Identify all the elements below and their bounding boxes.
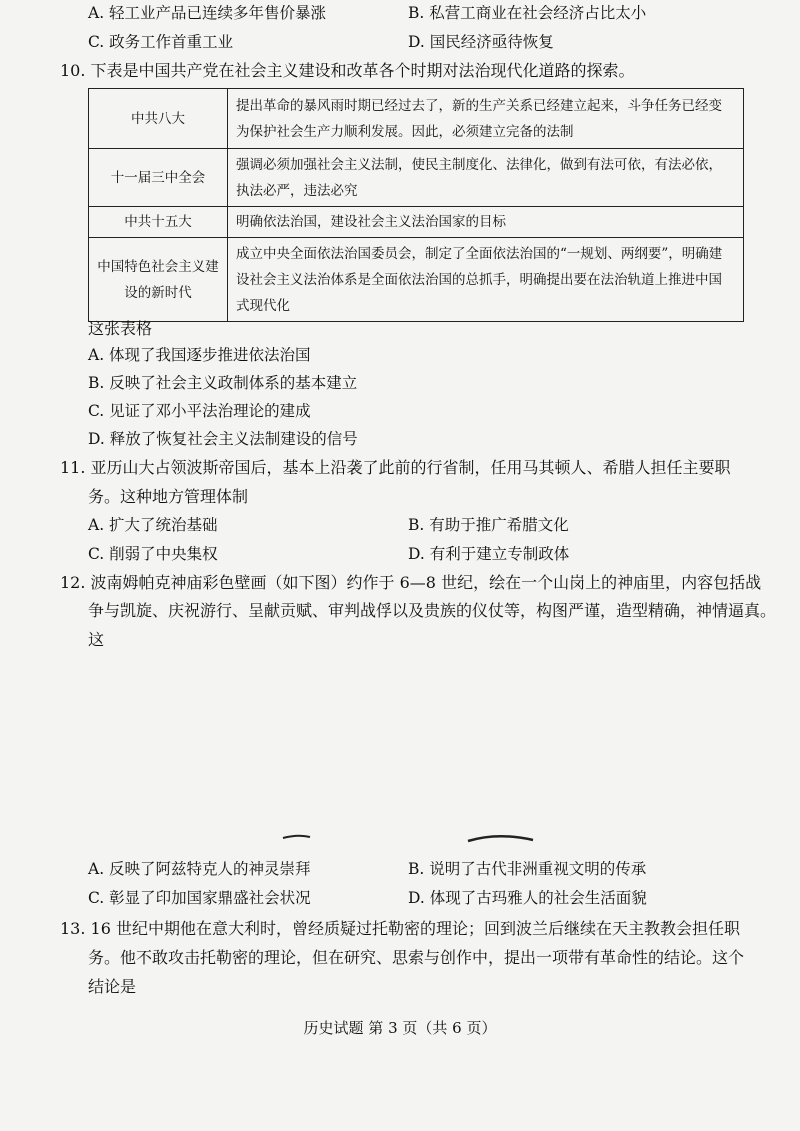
table-row [89, 89, 744, 149]
table-row [89, 149, 744, 207]
table-cell-period: 中国特色社会主义建设的新时代 [89, 238, 228, 322]
q12-option-d[interactable]: D. 体现了古玛雅人的社会生活面貌 [408, 889, 647, 907]
q11-option-a[interactable]: A. 扩大了统治基础 [88, 516, 218, 534]
page-footer: 历史试题 第 3 页（共 6 页） [303, 1019, 497, 1037]
table-cell-content: 提出革命的暴风雨时期已经过去了，新的生产关系已经建立起来，斗争任务已经变为保护社会生产力顺利发展。因此，必须建立完备的法制 [228, 89, 744, 149]
q12-stem-line-3: 这 [88, 630, 105, 649]
q10-option-c[interactable]: C. 见证了邓小平法治理论的建成 [88, 402, 311, 420]
q12-option-b[interactable]: B. 说明了古代非洲重视文明的传承 [408, 860, 647, 878]
q11-option-d[interactable]: D. 有利于建立专制政体 [408, 545, 570, 563]
q11-option-b[interactable]: B. 有助于推广希腊文化 [408, 516, 569, 534]
q10-option-b[interactable]: B. 反映了社会主义政制体系的基本建立 [88, 374, 358, 392]
q12-option-c[interactable]: C. 彰显了印加国家鼎盛社会状况 [88, 889, 311, 907]
q10-table [88, 88, 744, 322]
table-cell-period: 中共十五大 [89, 207, 228, 238]
q10-option-a[interactable]: A. 体现了我国逐步推进依法治国 [88, 346, 311, 364]
scan-marks [88, 660, 748, 850]
q9-option-a[interactable]: A. 轻工业产品已连续多年售价暴涨 [88, 4, 327, 22]
q13-stem-line-1: 13. 16 世纪中期他在意大利时，曾经质疑过托勒密的理论；回到波兰后继续在天主教教会担任职 [60, 919, 740, 938]
table-row [89, 207, 744, 238]
q10-option-d[interactable]: D. 释放了恢复社会主义法制建设的信号 [88, 430, 358, 448]
table-cell-content: 成立中央全面依法治国委员会，制定了全面依法治国的“一规划、两纲要”，明确建设社会主义法治体系是全面依法治国的总抓手，明确提出要在法治轨道上推进中国式现代化 [228, 238, 744, 322]
table-cell-period: 十一届三中全会 [89, 149, 228, 207]
q9-option-d[interactable]: D. 国民经济亟待恢复 [408, 33, 554, 51]
table-cell-content: 明确依法治国，建设社会主义法治国家的目标 [228, 207, 744, 238]
q13-stem-line-3: 结论是 [88, 977, 137, 996]
q12-stem-line-1: 12. 波南姆帕克神庙彩色壁画（如下图）约作于 6—8 世纪，绘在一个山岗上的神庙里，内容包括战 [60, 573, 762, 592]
table-row [89, 238, 744, 322]
table-cell-content: 强调必须加强社会主义法制，使民主制度化、法律化，做到有法可依，有法必依，执法必严，违法必究 [228, 149, 744, 207]
q13-stem-line-2: 务。他不敢攻击托勒密的理论，但在研究、思索与创作中，提出一项带有革命性的结论。这个 [88, 948, 745, 967]
q12-option-a[interactable]: A. 反映了阿兹特克人的神灵崇拜 [88, 860, 311, 878]
q11-option-c[interactable]: C. 削弱了中央集权 [88, 545, 218, 563]
q10-stem: 10. 下表是中国共产党在社会主义建设和改革各个时期对法治现代化道路的探索。 [60, 61, 635, 80]
q11-stem-line-1: 11. 亚历山大占领波斯帝国后，基本上沿袭了此前的行省制，任用马其顿人、希腊人担任主要职 [60, 458, 731, 477]
q9-option-c[interactable]: C. 政务工作首重工业 [88, 33, 234, 51]
q11-stem-line-2: 务。这种地方管理体制 [88, 487, 249, 506]
q10-tail: 这张表格 [88, 319, 153, 338]
table-cell-period: 中共八大 [89, 89, 228, 149]
q12-figure-area [88, 660, 748, 850]
q9-option-b[interactable]: B. 私营工商业在社会经济占比太小 [408, 4, 647, 22]
q12-stem-line-2: 争与凯旋、庆祝游行、呈献贡赋、审判战俘以及贵族的仪仗等，构图严谨，造型精确，神情逼真。 [88, 601, 777, 620]
